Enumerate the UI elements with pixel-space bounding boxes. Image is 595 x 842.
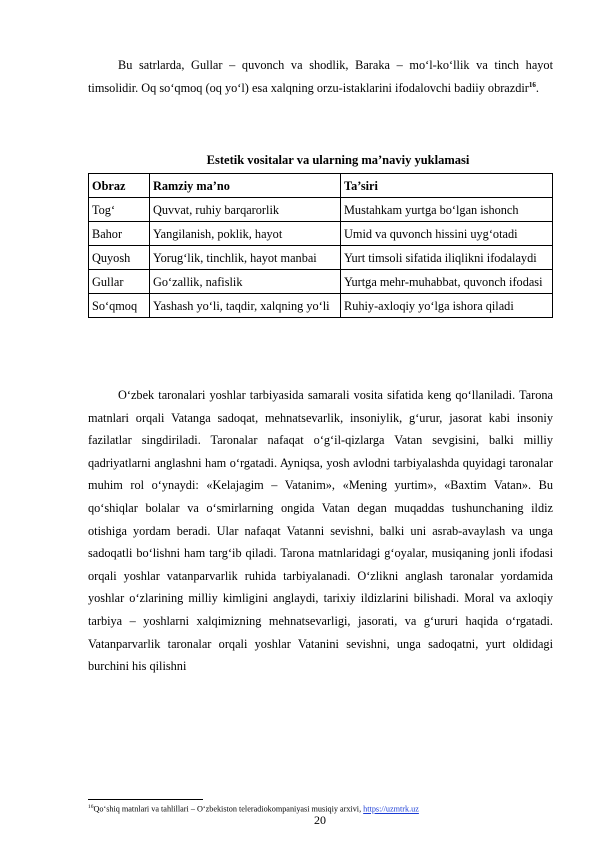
paragraph-intro: [88, 54, 553, 99]
table-title: Estetik vositalar va ularning ma’naviy yuklamasi: [206, 153, 470, 167]
table-cell: Yangilanish, poklik, hayot: [150, 222, 341, 246]
table-cell: Umid va quvonch hissini uyg‘otadi: [341, 222, 553, 246]
footnote-divider: [88, 799, 203, 800]
table-cell: Tog‘: [89, 198, 150, 222]
table-row: [89, 270, 553, 294]
table-row: [89, 246, 553, 270]
table-cell: Yashash yo‘li, taqdir, xalqning yo‘li: [150, 294, 341, 318]
table-header-row: [89, 174, 553, 198]
table-row: [89, 222, 553, 246]
table-cell: Quyosh: [89, 246, 150, 270]
table-cell: Gullar: [89, 270, 150, 294]
aesthetic-means-table: [88, 173, 553, 318]
footnote-number: 16: [88, 804, 94, 810]
table-cell: Yurt timsoli sifatida iliqlikni ifodalaydi: [341, 246, 553, 270]
footnote-reference[interactable]: 16: [528, 80, 536, 89]
table-cell: Bahor: [89, 222, 150, 246]
header-cell-symbolic-meaning: Ramziy ma’no: [150, 174, 341, 198]
paragraph-intro-tail: .: [535, 80, 539, 95]
table-row: [89, 198, 553, 222]
table-cell: Quvvat, ruhiy barqarorlik: [150, 198, 341, 222]
table-row: [89, 294, 553, 318]
header-cell-obraz: Obraz: [89, 174, 150, 198]
footnote-link[interactable]: https://uzmtrk.uz: [363, 804, 419, 814]
table-cell: Go‘zallik, nafislik: [150, 270, 341, 294]
page-number: 20: [314, 813, 326, 827]
header-cell-effect: Ta’siri: [341, 174, 553, 198]
footnote-text: Qo‘shiq matnlari va tahlillari – O‘zbekiston teleradiokompaniyasi musiqiy arxivi,: [93, 804, 364, 814]
table-cell: So‘qmoq: [89, 294, 150, 318]
table-cell: Yorug‘lik, tinchlik, hayot manbai: [150, 246, 341, 270]
paragraph-body: O‘zbek taronalari yoshlar tarbiyasida samarali vosita sifatida keng qo‘llaniladi. Tarona matnlari orqali Vatanga sadoqat, mehnatsevarlik, insoniylik, g‘urur, jasorat kabi insoniy fazilatlar singdiriladi. Taronalar nafaqat o‘g‘il-qizlarga Vatan sevgisini, balki milliy qadriyatlarni anglashni ham o‘rgatadi. Ayniqsa, yosh avlodni tarbiyalashda quyidagi taronalar muhim rol o‘ynaydi: «Kelajagim – Vatanim», «Mening yurtim», «Baxtim Vatan». Bu qo‘shiqlar bolalar va o‘smirlarning ongida Vatan degan muqaddas tushunchaning ildiz otishiga yordam beradi. Ular nafaqat Vatanni sevishni, balki uni asrab-avaylash va unga sadoqatli bo‘lishni ham targ‘ib qiladi. Tarona matnlaridagi g‘oyalar, musiqaning jonli ifodasi orqali yoshlar vatanparvarlik ruhida tarbiyalanadi. O‘zlikni anglash taronalar yordamida yoshlar o‘zlarining milliy kimligini anglaydi, tarixiy ildizlarini bilishadi. Moral va axloqiy tarbiya – yoshlarni xalqimizning mehnatsevarligi, jasorati, va g‘ururi haqida o‘rgatadi. Vatanparvarlik taronalar orqali yoshlar Vatanini sevishni, unga sadoqatni, yurt oldidagi burchini his qilishni: [88, 388, 553, 674]
table-cell: Mustahkam yurtga bo‘lgan ishonch: [341, 198, 553, 222]
paragraph-intro-text: Bu satrlarda, Gullar – quvonch va shodlik, Baraka – mo‘l-ko‘llik va tinch hayot timsolidir. Oq so‘qmoq (oq yo‘l) esa xalqning orzu-istaklarini ifodalovchi badiiy obrazdir: [88, 58, 553, 95]
table-cell: Yurtga mehr-muhabbat, quvonch ifodasi: [341, 270, 553, 294]
table-cell: Ruhiy-axloqiy yo‘lga ishora qiladi: [341, 294, 553, 318]
